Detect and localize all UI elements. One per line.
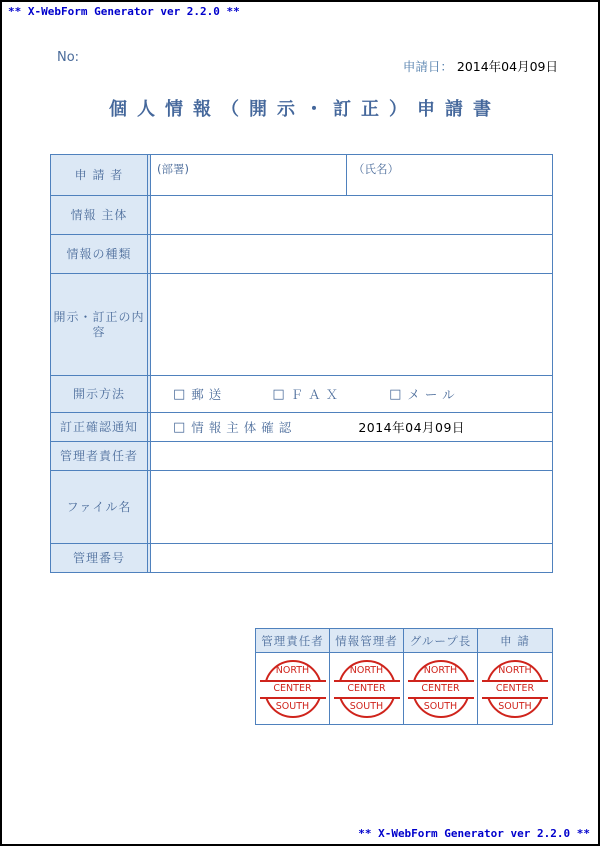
correction-notice-content <box>151 413 552 441</box>
stamp-bottom-text: SOUTH <box>423 701 458 712</box>
stamp-bottom-text: SOUTH <box>349 701 384 712</box>
name-caption: （氏名） <box>353 162 399 176</box>
row-label-info-subject: 情報 主体 <box>51 196 151 234</box>
stamp-bottom-text: SOUTH <box>275 701 310 712</box>
approval-header-info-manager: 情報管理者 <box>330 629 404 653</box>
confirmation-date-value: 2014年04月09日 <box>358 420 465 435</box>
checkbox-subject-confirmation[interactable] <box>173 418 296 436</box>
stamp-cell-admin-manager <box>256 653 330 724</box>
stamp-middle-text: CENTER <box>408 680 474 699</box>
file-name-value-cell <box>151 471 552 543</box>
table-row-control-number <box>51 543 552 572</box>
table-row-applicant <box>51 155 552 195</box>
stamp-bottom-text: SOUTH <box>498 701 532 712</box>
approval-stamp-table <box>255 628 553 725</box>
approval-stamp-icon <box>264 660 322 718</box>
stamp-middle-text: CENTER <box>260 680 326 699</box>
checkbox-option-fax[interactable] <box>272 385 343 403</box>
checkbox-icon: □ <box>389 386 402 402</box>
applicant-name-cell <box>347 155 552 195</box>
row-label-file-name: ファイル名 <box>51 471 151 543</box>
checkbox-option-label: ＦＡＸ <box>290 387 344 402</box>
approval-header-admin-manager: 管理責任者 <box>256 629 330 653</box>
applicant-department-cell <box>151 155 347 195</box>
row-label-applicant: 申 請 者 <box>51 155 151 195</box>
application-date <box>403 57 558 75</box>
checkbox-option-postal[interactable] <box>173 385 226 403</box>
disclosure-content-value-cell <box>151 274 552 375</box>
row-label-info-type: 情報の種類 <box>51 235 151 273</box>
stamp-top-text: NORTH <box>275 664 310 676</box>
approval-header-applicant: 申 請 <box>478 629 552 653</box>
row-label-control-number: 管理番号 <box>51 544 151 572</box>
stamp-middle-text: CENTER <box>482 680 548 699</box>
checkbox-icon: □ <box>173 419 186 435</box>
table-row-manager <box>51 441 552 470</box>
applicant-content <box>151 155 552 195</box>
approval-stamp-row <box>256 653 552 724</box>
row-label-disclosure-content: 開示・訂正の内容 <box>51 274 151 375</box>
form-fields-table <box>50 154 553 573</box>
control-number-value-cell <box>151 544 552 572</box>
stamp-top-text: NORTH <box>349 664 384 676</box>
checkbox-option-label: 郵送 <box>191 387 227 402</box>
stamp-middle-text: CENTER <box>334 680 400 699</box>
stamp-cell-applicant <box>478 653 552 724</box>
generator-header-text: ** X-WebForm Generator ver 2.2.0 ** <box>8 5 240 18</box>
department-caption: (部署) <box>157 162 189 176</box>
table-row-info-type <box>51 234 552 273</box>
generator-footer-text: ** X-WebForm Generator ver 2.2.0 ** <box>358 827 590 840</box>
table-row-disclosure-method <box>51 375 552 412</box>
table-row-info-subject <box>51 195 552 234</box>
approval-header-row <box>256 629 552 653</box>
form-title: 個人情報（開示・訂正）申請書 <box>109 99 501 120</box>
manager-value-cell <box>151 442 552 470</box>
application-date-label: 申請日： <box>402 59 453 74</box>
application-date-value: 2014年04月09日 <box>456 59 558 74</box>
checkbox-icon: □ <box>272 386 285 402</box>
checkbox-icon: □ <box>173 386 186 402</box>
info-subject-value-cell <box>151 196 552 234</box>
approval-stamp-icon <box>486 660 544 718</box>
row-label-correction-notice: 訂正確認通知 <box>51 413 151 441</box>
table-row-disclosure-content <box>51 273 552 375</box>
disclosure-method-options <box>151 376 552 412</box>
checkbox-option-email[interactable] <box>389 385 460 403</box>
info-type-value-cell <box>151 235 552 273</box>
approval-stamp-icon <box>412 660 470 718</box>
checkbox-option-label: メール <box>407 387 460 402</box>
stamp-cell-info-manager <box>330 653 404 724</box>
stamp-cell-group-leader <box>404 653 478 724</box>
approval-header-group-leader: グループ長 <box>404 629 478 653</box>
stamp-top-text: NORTH <box>498 664 532 676</box>
row-label-manager: 管理者責任者 <box>51 442 151 470</box>
row-label-disclosure-method: 開示方法 <box>51 376 151 412</box>
stamp-top-text: NORTH <box>423 664 458 676</box>
table-row-file-name <box>51 470 552 543</box>
checkbox-option-label: 情報主体確認 <box>191 420 297 435</box>
form-number-label: No: <box>57 50 80 65</box>
approval-stamp-icon <box>338 660 396 718</box>
table-row-correction-notice <box>51 412 552 441</box>
